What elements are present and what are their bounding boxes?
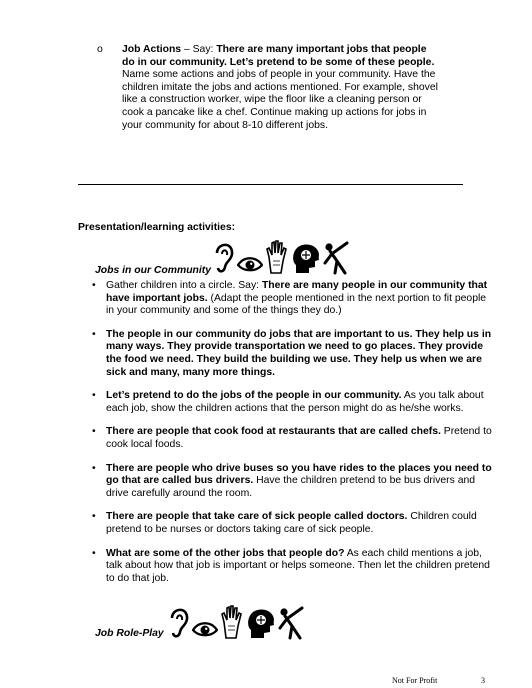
item-text: Gather children into a circle. Say: — [106, 280, 262, 291]
ear-icon — [213, 241, 235, 275]
job-actions-sep: – Say: — [181, 44, 217, 55]
circle-bullet: o — [97, 44, 103, 55]
job-actions-paragraph — [110, 44, 440, 132]
item-text: Children could pretend to be nurses or doctors taking care of sick people. — [106, 511, 477, 535]
item-text: As each child mentions a job, talk about how that job is important or helps someone. Then let the children pretend to do that job. — [106, 547, 490, 584]
item-text: As you talk about each job, show the children actions that the person might do as he/she works. — [106, 390, 484, 414]
activities-list — [92, 280, 492, 585]
bullet-dot: • — [92, 462, 96, 474]
page-number: 3 — [481, 676, 485, 685]
head-icon — [291, 243, 321, 275]
list-item — [92, 280, 492, 318]
item-bold: What are some of the other jobs that people do? — [106, 547, 345, 559]
list-item — [92, 390, 492, 415]
bullet-dot: • — [92, 547, 96, 559]
subsection-title: Jobs in our Community — [95, 265, 212, 276]
eye-icon — [237, 255, 263, 275]
job-role-play-title: Job Role-Play — [95, 628, 164, 639]
list-item — [92, 511, 492, 536]
ear-icon — [168, 606, 190, 640]
list-item — [92, 548, 492, 586]
head-icon — [246, 608, 276, 640]
item-bold: There are people that take care of sick people called doctors. — [106, 511, 408, 523]
job-actions-label: Job Actions — [122, 44, 182, 55]
list-item — [92, 463, 492, 501]
horizontal-rule — [78, 184, 463, 185]
hand-icon — [265, 239, 289, 275]
bullet-dot: • — [92, 328, 96, 340]
stretching-figure-icon — [323, 241, 351, 275]
job-actions-item — [97, 44, 440, 132]
stretching-figure-icon — [278, 606, 306, 640]
bullet-dot: • — [92, 511, 96, 523]
bullet-dot: • — [92, 280, 96, 291]
list-item — [92, 329, 492, 379]
bullet-dot: • — [92, 390, 96, 402]
item-text: Pretend to cook local foods. — [106, 426, 492, 450]
item-bold: Let’s pretend to do the jobs of the people in our community. — [106, 390, 402, 402]
job-actions-quote: There are many important jobs that people do in our community. Let’s pretend to be some of these people. — [122, 44, 435, 68]
footer-text: Not For Profit — [392, 676, 438, 685]
item-text: Have the children pretend to be bus drivers and drive carefully around the room. — [106, 475, 476, 499]
senses-icon-strip-footer — [168, 604, 306, 640]
item-text: (Adapt the people mentioned in the next portion to fit people in your community and some of the things they do.) — [106, 292, 487, 317]
bullet-dot: • — [92, 426, 96, 438]
hand-icon — [220, 604, 244, 640]
item-bold: The people in our community do jobs that are important to us. They help us in many ways. They provide transportation we need to go places. They provide the food we need. They build the building we use. They help us when we are sick and many, many more things. — [106, 328, 492, 378]
senses-icon-strip — [213, 239, 351, 275]
job-actions-text: Name some actions and jobs of people in your community. Have the children imitate the jobs and actions mentioned. For example, shovel like a construction worker, wipe the floor like a cleaning person or cook a pancake like a chef. Continue making up actions for jobs in your community for about 8-10 different jobs. — [122, 69, 438, 131]
eye-icon — [192, 620, 218, 640]
item-bold: There are people that cook food at restaurants that are called chefs. — [106, 426, 441, 438]
item-bold: There are people who drive buses so you have rides to the places you need to go that are called bus drivers. — [106, 462, 492, 487]
item-bold: There are many people in our community that have important jobs. — [106, 280, 488, 304]
list-item — [92, 426, 492, 451]
section-title: Presentation/learning activities: — [78, 222, 236, 233]
